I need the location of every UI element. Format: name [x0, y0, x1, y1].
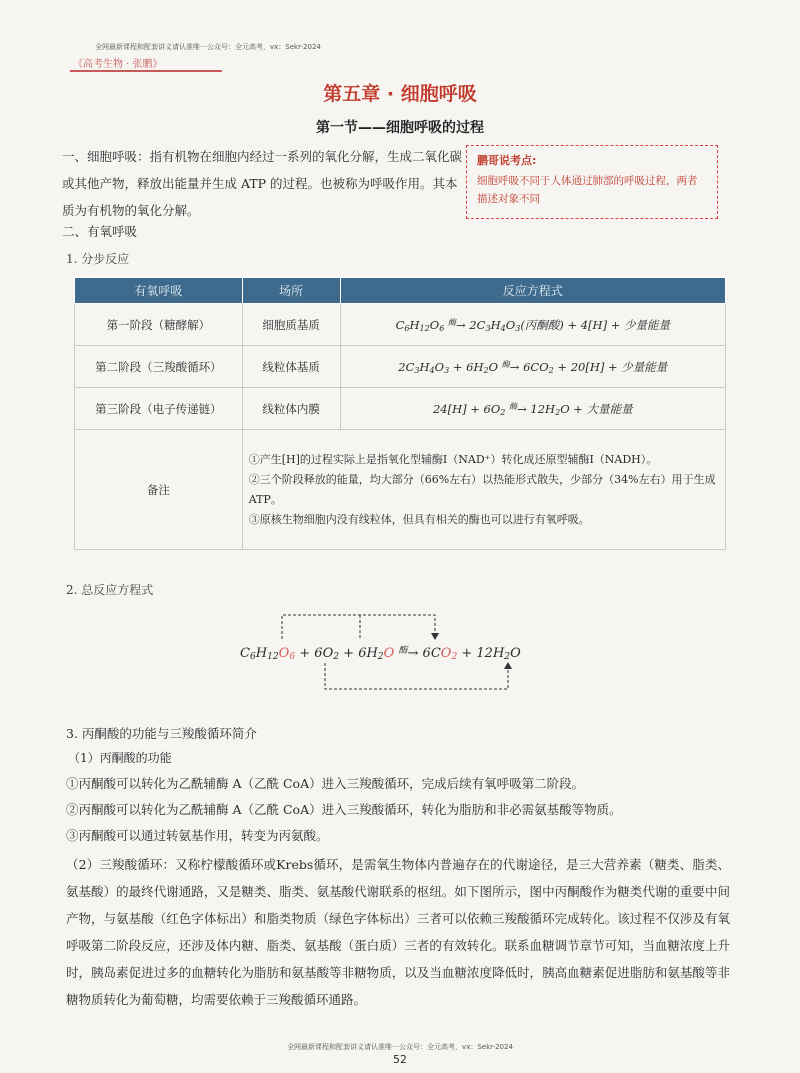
enzyme-label: 酶 [501, 359, 510, 369]
table-row [75, 304, 726, 346]
exam-tip-box [466, 145, 718, 219]
place-cell: 线粒体基质 [242, 346, 340, 388]
pyruvate-heading: 3. 丙酮酸的功能与三羧酸循环简介 [66, 726, 257, 741]
step-reaction-heading: 1. 分步反应 [66, 252, 130, 266]
equation-cell-1: $C_6H_{12}O_6$ $^酶\to 2C_3H_4O_3$(丙酮酸) + 4[H] + 少量能量 [340, 304, 725, 346]
header-cell-equation: 反应方程式 [340, 278, 725, 304]
footer-watermark-note: 全网最新课程和配套讲义请认准唯一公众号：全元高考，vx：Sekr-2024 [287, 1043, 513, 1051]
pyruvate-function-list [66, 771, 622, 849]
pyruvate-function-heading: （1）丙酮酸的功能 [68, 751, 172, 765]
header-cell-place: 场所 [242, 278, 340, 304]
note-label-cell: 备注 [75, 430, 243, 550]
note-item-1: ①产生[H]的过程实际上是指氧化型辅酶Ⅰ（NAD⁺）转化成还原型辅酶Ⅰ（NADH）。 [248, 452, 658, 466]
list-item: ②丙酮酸可以转化为乙酰辅酶 A（乙酰 CoA）进入三羧酸循环，转化为脂肪和非必需氨基酸等物质。 [66, 802, 622, 817]
stage-cell: 第一阶段（糖酵解） [75, 304, 243, 346]
aerobic-heading: 二、有氧呼吸 [62, 224, 138, 239]
note-content-cell [242, 430, 725, 550]
overall-equation: $C_6H_{12}O_6 + 6O_2 + 6H_2O$ $^酶\to 6CO_2 + 12H_2O$ [240, 646, 521, 662]
exam-tip-text: 细胞呼吸不同于人体通过肺部的呼吸过程，两者描述对象不同 [477, 175, 698, 205]
stage-cell: 第二阶段（三羧酸循环） [75, 346, 243, 388]
table-row-notes [75, 430, 726, 550]
place-cell: 细胞质基质 [242, 304, 340, 346]
brand-underline [70, 70, 222, 72]
table-row [75, 388, 726, 430]
enzyme-label: 酶 [509, 401, 518, 411]
overall-equation-diagram [230, 605, 550, 695]
equation-cell-2: $2C_3H_4O_3 + 6H_2O$ $^酶\to 6CO_2 + 20[H]$ + 少量能量 [340, 346, 725, 388]
equation-cell-3: $24[H] + 6O_2$ $^酶\to 12H_2O$ + 大量能量 [340, 388, 725, 430]
exam-tip-title: 鹏哥说考点: [477, 154, 537, 167]
list-item: ①丙酮酸可以转化为乙酰辅酶 A（乙酰 CoA）进入三羧酸循环，完成后续有氧呼吸第二阶段。 [66, 776, 585, 791]
header-watermark-note: 全网最新课程和配套讲义请认准唯一公众号：全元高考，vx：Sekr-2024 [95, 43, 321, 51]
note-item-3: ③原核生物细胞内没有线粒体，但具有相关的酶也可以进行有氧呼吸。 [248, 512, 590, 526]
chapter-title: 第五章 · 细胞呼吸 [323, 83, 477, 105]
stage-cell: 第三阶段（电子传递链） [75, 388, 243, 430]
intro-paragraph: 一、细胞呼吸：指有机物在细胞内经过一系列的氧化分解，生成二氧化碳或其他产物，释放出能量并生成 ATP 的过程。也被称为呼吸作用。其本质为有机物的氧化分解。 [62, 149, 463, 218]
place-cell: 线粒体内膜 [242, 388, 340, 430]
table-header-row [75, 278, 726, 304]
overall-equation-heading: 2. 总反应方程式 [66, 583, 154, 597]
section-title: 第一节——细胞呼吸的过程 [316, 120, 484, 136]
enzyme-label: 酶 [448, 317, 457, 327]
enzyme-label: 酶 [398, 646, 408, 656]
list-item: ③丙酮酸可以通过转氨基作用，转变为丙氨酸。 [66, 828, 329, 843]
aerobic-stage-table [74, 277, 726, 550]
page-number: 52 [393, 1053, 407, 1066]
table-row [75, 346, 726, 388]
brand-label: 《高考生物 · 张鹏》 [73, 59, 163, 70]
note-item-2: ②三个阶段释放的能量，均大部分（66%左右）以热能形式散失，少部分（34%左右）用于生成 ATP。 [248, 472, 716, 506]
tca-cycle-paragraph: （2）三羧酸循环：又称柠檬酸循环或Krebs循环，是需氧生物体内普遍存在的代谢途径，是三大营养素（糖类、脂类、氨基酸）的最终代谢通路，又是糖类、脂类、氨基酸代谢联系的枢纽。如下图所示，图中丙酮酸作为糖类代谢的重要中间产物，与氨基酸（红色字体标出）和脂类物质（绿色字体标出）三者可以依赖三羧酸循环完成转化。该过程不仅涉及有氧呼吸第二阶段反应，还涉及体内糖、脂类、氨基酸（蛋白质）三者的有效转化。联系血糖调节章节可知，当血糖浓度上升时，胰岛素促进过多的血糖转化为脂肪和氨基酸等非糖物质，以及当血糖浓度降低时，胰高血糖素促进脂肪和氨基酸等非糖物质转化为葡萄糖，均需要依赖于三羧酸循环通路。 [66, 857, 730, 1007]
header-cell-stage: 有氧呼吸 [75, 278, 243, 304]
